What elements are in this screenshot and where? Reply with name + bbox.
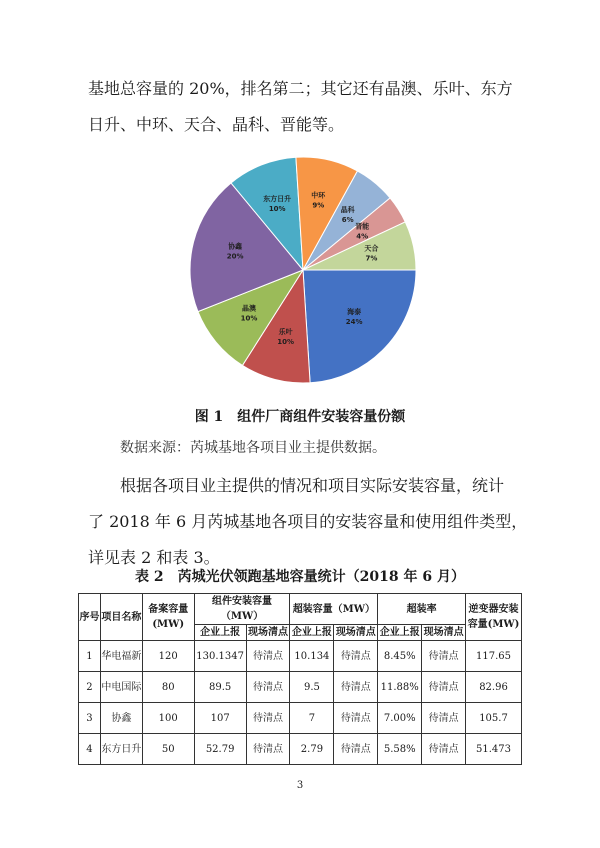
pie-slice-0 [303,270,416,383]
cell-inverter: 105.7 [466,703,522,734]
paragraph-line: 基地总容量的 20%，排名第二；其它还有晶澳、乐叶、东方 [88,79,513,98]
pie-label-percent: 9% [312,201,325,210]
table-row [79,734,522,765]
pie-label-name: 晶澳 [242,304,256,313]
subheader-reported: 企业上报 [290,625,334,641]
pie-label-name: 海泰 [347,308,362,316]
subheader-site: 现场清点 [246,625,290,641]
subheader-site: 现场清点 [422,625,466,641]
cell-module-reported: 107 [194,703,246,734]
pie-label-name: 东方日升 [263,194,292,203]
cell-over-site: 待清点 [334,672,378,703]
cell-over-reported: 9.5 [290,672,334,703]
pie-label-percent: 4% [356,232,369,241]
cell-over-site: 待清点 [334,641,378,672]
cell-inverter: 117.65 [466,641,522,672]
cell-ratio-reported: 5.58% [378,734,422,765]
paragraph-line: 了 2018 年 6 月芮城基地各项目的安装容量和使用组件类型， [88,512,528,531]
header-index: 序号 [79,594,101,641]
cell-module-site: 待清点 [246,672,290,703]
header-over-capacity: 超装容量（MW） [290,594,378,625]
subheader-reported: 企业上报 [194,625,246,641]
cell-ratio-site: 待清点 [422,703,466,734]
cell-project: 东方日升 [100,734,142,765]
cell-over-site: 待清点 [334,703,378,734]
cell-module-reported: 52.79 [194,734,246,765]
pie-label-percent: 24% [345,318,363,326]
pie-label-percent: 10% [240,314,258,323]
cell-ratio-reported: 8.45% [378,641,422,672]
cell-index: 4 [79,734,101,765]
pie-label-name: 协鑫 [228,242,243,251]
cell-module-reported: 89.5 [194,672,246,703]
cell-module-site: 待清点 [246,641,290,672]
cell-ratio-reported: 11.88% [378,672,422,703]
cell-index: 1 [79,641,101,672]
cell-filed: 120 [142,641,194,672]
paragraph-line: 详见表 2 和表 3。 [88,548,220,567]
pie-label-percent: 6% [341,216,354,224]
figure-caption: 图 1 组件厂商组件安装容量份额 [194,409,406,425]
cell-module-site: 待清点 [246,734,290,765]
cell-ratio-site: 待清点 [422,734,466,765]
pie-chart [188,155,418,387]
table-row [79,672,522,703]
cell-project: 协鑫 [100,703,142,734]
cell-index: 2 [79,672,101,703]
cell-over-reported: 7 [290,703,334,734]
cell-project: 中电国际 [100,672,142,703]
capacity-table [78,593,522,765]
page-number: 3 [296,780,304,791]
pie-label-percent: 20% [226,252,244,261]
subheader-site: 现场清点 [334,625,378,641]
pie-label-name: 晶科 [340,206,355,214]
cell-ratio-site: 待清点 [422,641,466,672]
source-note: 数据来源：芮城基地各项目业主提供数据。 [120,440,386,456]
paragraph-line: 根据各项目业主提供的情况和项目实际安装容量，统计 [120,476,505,495]
cell-inverter: 82.96 [466,672,522,703]
pie-label-percent: 7% [365,254,378,263]
pie-label-percent: 10% [268,204,286,213]
pie-label-name: 乐叶 [278,327,293,336]
cell-index: 3 [79,703,101,734]
cell-ratio-reported: 7.00% [378,703,422,734]
paragraph-line: 日升、中环、天合、晶科、晋能等。 [88,115,345,134]
header-inverter-capacity: 逆变器安装容量(MW) [466,594,522,641]
cell-over-site: 待清点 [334,734,378,765]
paragraph-summary [88,468,528,576]
table-row [79,703,522,734]
cell-ratio-site: 待清点 [422,672,466,703]
pie-label-name: 晋能 [355,222,370,231]
cell-project: 华电福新 [100,641,142,672]
cell-over-reported: 2.79 [290,734,334,765]
table-header-row [79,594,522,625]
cell-filed: 80 [142,672,194,703]
cell-module-reported: 130.1347 [194,641,246,672]
pie-label-percent: 10% [277,337,294,346]
pie-label-name: 中环 [311,191,326,200]
cell-inverter: 51.473 [466,734,522,765]
cell-filed: 100 [142,703,194,734]
header-filed-capacity: 备案容量(MW) [142,594,194,641]
table-row [79,641,522,672]
pie-label-name: 天合 [364,244,379,253]
cell-over-reported: 10.134 [290,641,334,672]
header-project: 项目名称 [100,594,142,641]
table-caption: 表 2 芮城光伏领跑基地容量统计（2018 年 6 月） [135,569,465,585]
subheader-reported: 企业上报 [378,625,422,641]
cell-filed: 50 [142,734,194,765]
paragraph-intro [88,71,528,143]
cell-module-site: 待清点 [246,703,290,734]
header-over-ratio: 超装率 [378,594,466,625]
header-module-capacity: 组件安装容量（MW） [194,594,290,625]
